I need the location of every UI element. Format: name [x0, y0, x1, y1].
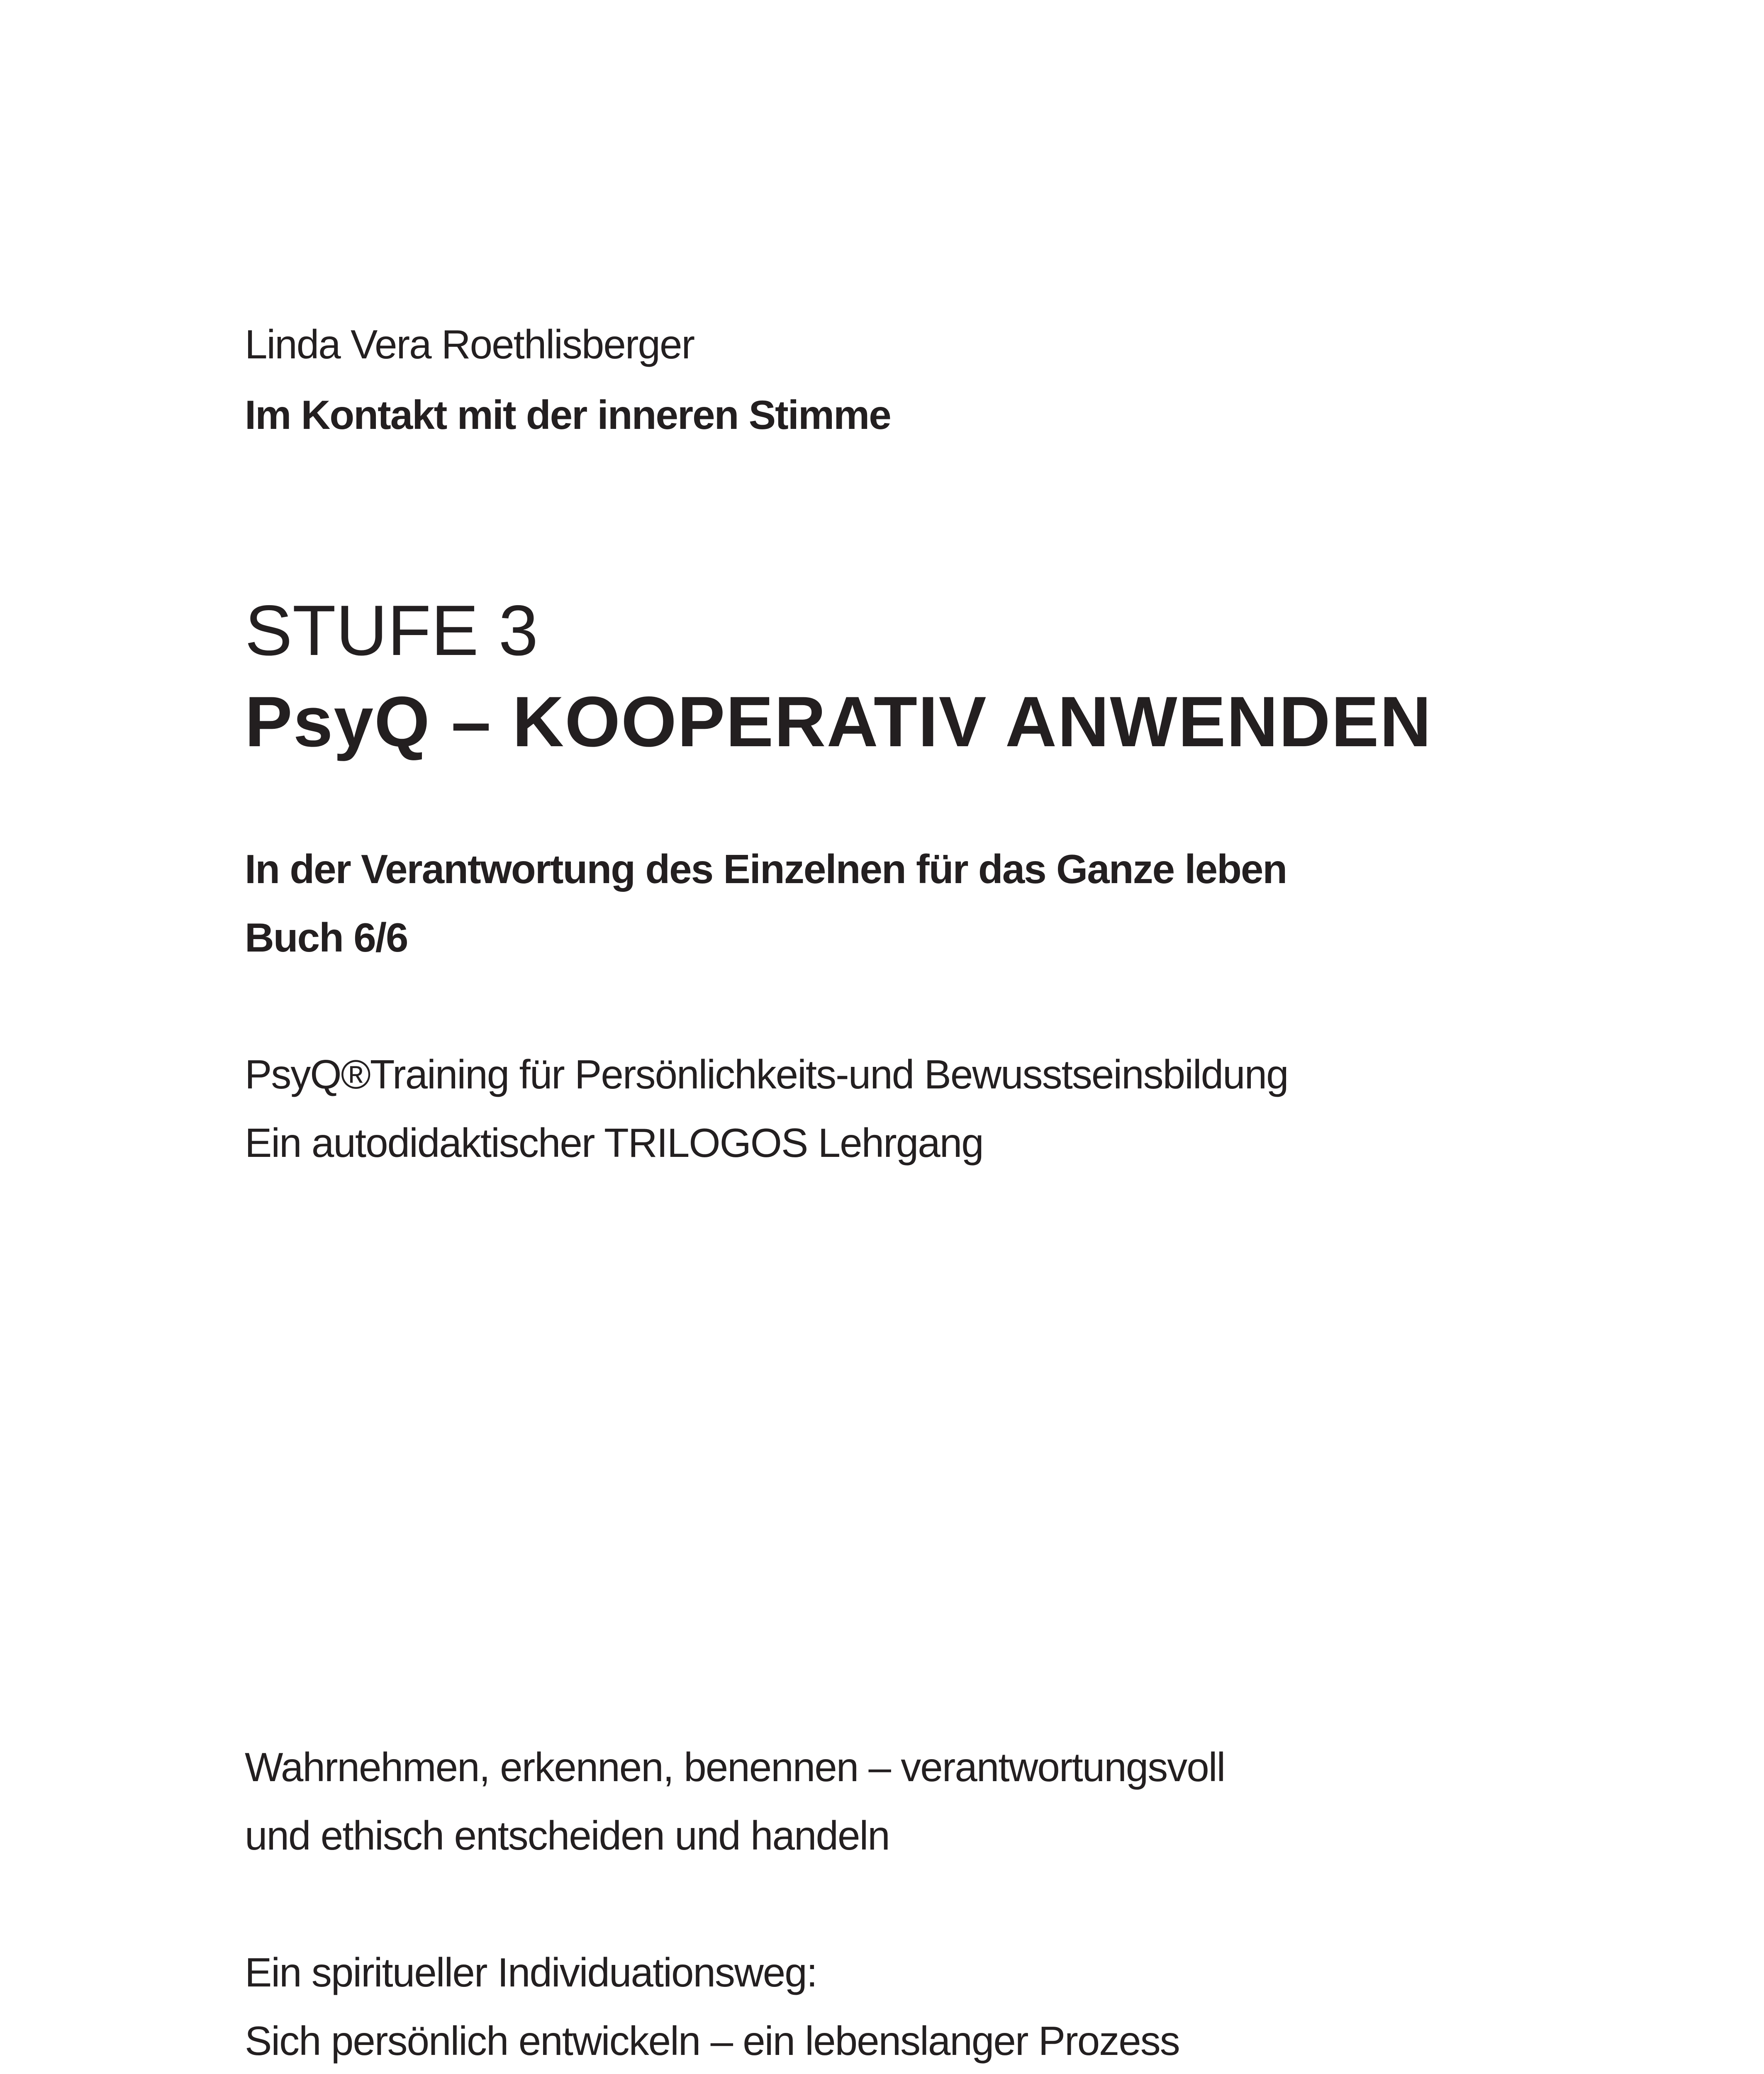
course-description: Ein autodidaktischer TRILOGOS Lehrgang: [245, 1120, 983, 1166]
book-number: Buch 6/6: [245, 915, 408, 960]
tagline-line-1: Wahrnehmen, erkennen, benennen – verantwortungsvoll: [245, 1744, 1225, 1790]
main-title: PsyQ – KOOPERATIV ANWENDEN: [245, 682, 1432, 762]
author-name: Linda Vera Roethlisberger: [245, 321, 694, 367]
tagline-line-4: Sich persönlich entwickeln – ein lebenslanger Prozess: [245, 2018, 1179, 2064]
series-title: Im Kontakt mit der inneren Stimme: [245, 392, 891, 438]
stage-heading: STUFE 3: [245, 591, 538, 670]
subtitle: In der Verantwortung des Einzelnen für das Ganze leben: [245, 846, 1287, 892]
training-description: PsyQ®Training für Persönlichkeits-und Bewusstseinsbildung: [245, 1052, 1288, 1097]
tagline-line-2: und ethisch entscheiden und handeln: [245, 1813, 889, 1858]
tagline-line-3: Ein spiritueller Individuationsweg:: [245, 1950, 817, 1995]
